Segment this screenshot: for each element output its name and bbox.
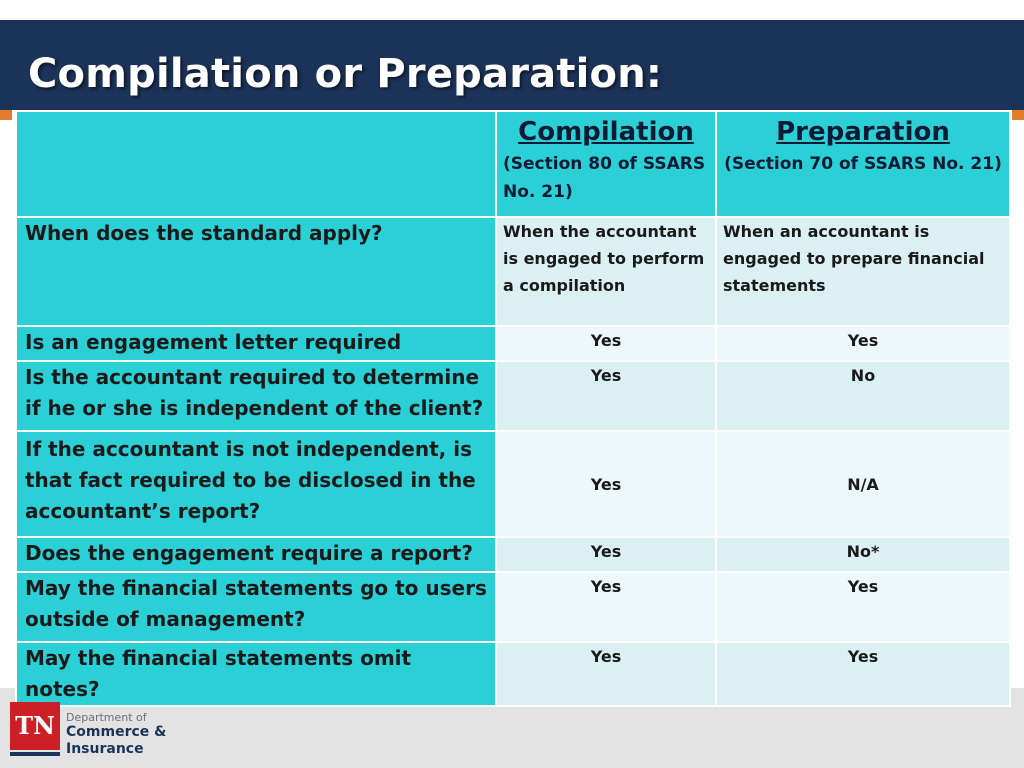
department-logo — [10, 702, 180, 762]
table-row — [16, 361, 1010, 431]
logo-department: Department of — [66, 711, 147, 724]
compilation-answer: Yes — [496, 537, 716, 572]
page-title: Compilation or Preparation: — [28, 51, 663, 97]
preparation-answer: No* — [716, 537, 1010, 572]
header-blank-cell — [16, 111, 496, 217]
logo-insurance: Insurance — [66, 741, 144, 757]
table-row — [16, 572, 1010, 642]
question-cell: If the accountant is not independent, is that fact required to be disclosed in the accountant’s report? — [16, 431, 496, 537]
preparation-answer: No — [716, 361, 1010, 431]
tn-badge-icon: TN — [10, 702, 60, 750]
compilation-answer: When the accountant is engaged to perform a compilation — [496, 217, 716, 326]
compilation-answer: Yes — [496, 326, 716, 361]
preparation-title: Preparation — [776, 117, 950, 147]
top-margin — [0, 0, 1024, 20]
table-row — [16, 431, 1010, 537]
question-cell: Does the engagement require a report? — [16, 537, 496, 572]
table-row — [16, 537, 1010, 572]
logo-wordmark — [66, 711, 186, 758]
question-cell: Is an engagement letter required — [16, 326, 496, 361]
table-header-row — [16, 111, 1010, 217]
compilation-subtitle: (Section 80 of SSARS No. 21) — [503, 154, 706, 202]
preparation-header — [716, 111, 1010, 217]
table-row — [16, 217, 1010, 326]
compilation-answer: Yes — [496, 431, 716, 537]
logo-commerce: Commerce & — [66, 724, 167, 740]
table-row — [16, 642, 1010, 706]
comparison-table — [15, 110, 1011, 707]
question-cell: When does the standard apply? — [16, 217, 496, 326]
preparation-subtitle: (Section 70 of SSARS No. 21) — [724, 154, 1002, 174]
compilation-answer: Yes — [496, 361, 716, 431]
table-row — [16, 326, 1010, 361]
compilation-answer: Yes — [496, 642, 716, 706]
preparation-answer: Yes — [716, 572, 1010, 642]
logo-stripe — [10, 752, 60, 756]
preparation-answer: Yes — [716, 642, 1010, 706]
question-cell: May the financial statements omit notes? — [16, 642, 496, 706]
compilation-header — [496, 111, 716, 217]
compilation-answer: Yes — [496, 572, 716, 642]
preparation-answer: When an accountant is engaged to prepare financial statements — [716, 217, 1010, 326]
slide-header — [0, 20, 1024, 110]
question-cell: Is the accountant required to determine if he or she is independent of the client? — [16, 361, 496, 431]
compilation-title: Compilation — [518, 117, 694, 147]
preparation-answer: N/A — [716, 431, 1010, 537]
preparation-answer: Yes — [716, 326, 1010, 361]
question-cell: May the financial statements go to users outside of management? — [16, 572, 496, 642]
